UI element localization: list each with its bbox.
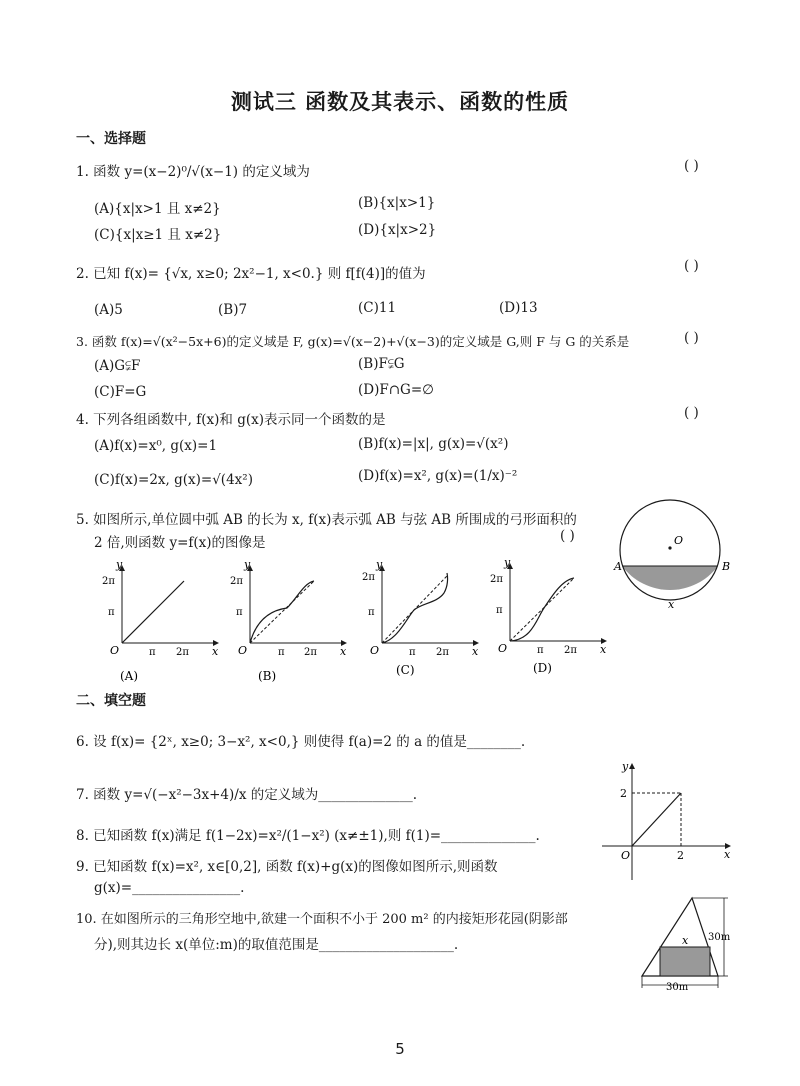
graph-a-label: (A) [120,669,139,683]
q9-y-tick-2: 2 [620,787,627,800]
label-b: B [722,560,731,573]
q2-option-a[interactable]: (A)5 [94,302,123,318]
q5-unit-circle-figure [610,498,750,616]
answer-blank-1[interactable]: ( ) [684,158,699,174]
q1-option-a[interactable]: (A){x|x>1 且 x≠2} [94,201,221,217]
q1-option-b[interactable]: (B){x|x>1} [358,195,436,211]
graph-a-y-label: y [116,558,123,571]
graph-d-x-pi: π [537,645,544,656]
q4-option-a[interactable]: (A)f(x)=x⁰, g(x)=1 [94,438,218,454]
q4-option-d[interactable]: (D)f(x)=x², g(x)=(1/x)⁻² [358,468,518,484]
graph-a-x-label: x [212,645,219,658]
graph-a-pi: π [108,607,115,618]
graph-c-label: (C) [396,663,415,677]
answer-blank-4[interactable]: ( ) [684,405,699,421]
page-title: 测试三 函数及其表示、函数的性质 [230,90,570,114]
q3-option-c[interactable]: (C)F=G [94,384,147,400]
graph-c-y-label: y [376,558,383,571]
graph-a-line [122,581,184,643]
q1-option-c[interactable]: (C){x|x≥1 且 x≠2} [94,227,222,243]
question-7-stem[interactable]: 7. 函数 y=√(−x²−3x+4)/x 的定义域为______________. [76,787,418,803]
graph-c-x-label: x [472,645,479,658]
graph-b-x-2pi: 2π [304,647,317,658]
q9-graph-figure [596,758,746,886]
question-5-line-2: 2 倍,则函数 y=f(x)的图像是 [94,535,266,551]
q5-option-graphs [92,558,632,688]
q4-option-b[interactable]: (B)f(x)=|x|, g(x)=√(x²) [358,436,509,452]
graph-b-label: (B) [258,669,277,683]
graph-b-origin: O [238,644,248,657]
question-6-stem[interactable]: 6. 设 f(x)= {2ˣ, x≥0; 3−x², x<0,} 则使得 f(a)=2 的 a 的值是________. [76,734,526,750]
graph-c-x-2pi: 2π [436,647,449,658]
graph-b-x-label: x [340,645,347,658]
q9-segment [632,793,681,846]
graph-d-x-2pi: 2π [564,645,577,656]
question-3-stem: 3. 函数 f(x)=√(x²−5x+6)的定义域是 F, g(x)=√(x−2)+√(x−3)的定义域是 G,则 F 与 G 的关系是 [76,334,630,349]
graph-a-origin: O [110,644,120,657]
question-1-stem: 1. 函数 y=(x−2)⁰/√(x−1) 的定义域为 [76,164,310,180]
q10-x-label: x [682,934,689,947]
q2-option-d[interactable]: (D)13 [499,300,538,316]
graph-b-y-label: y [244,558,251,571]
label-o: O [674,534,684,547]
q2-option-c[interactable]: (C)11 [358,300,397,316]
question-4-stem: 4. 下列各组函数中, f(x)和 g(x)表示同一个函数的是 [76,412,386,428]
graph-d-y-label: y [504,558,511,569]
graph-c-pi: π [368,607,375,618]
q10-base-label: 30m [666,982,689,993]
q1-option-d[interactable]: (D){x|x>2} [358,222,437,238]
graph-d-origin: O [498,642,508,655]
question-10-line-2[interactable]: 分),则其边长 x(单位:m)的取值范围是____________________. [94,937,459,953]
graph-a-x-pi: π [149,647,156,658]
rectangle-garden [660,947,710,976]
q9-x-tick-2: 2 [677,849,684,862]
graph-a-x-2pi: 2π [176,647,189,658]
q4-option-c[interactable]: (C)f(x)=2x, g(x)=√(4x²) [94,472,253,488]
graph-b-2pi: 2π [230,576,243,587]
graph-a[interactable] [102,558,219,683]
q3-option-d[interactable]: (D)F∩G=∅ [358,382,434,398]
question-2-stem: 2. 已知 f(x)= {√x, x≥0; 2x²−1, x<0.} 则 f[f(4)]的值为 [76,266,426,282]
question-9-line-1: 9. 已知函数 f(x)=x², x∈[0,2], 函数 f(x)+g(x)的图像如图所示,则函数 [76,859,498,875]
graph-c-2pi: 2π [362,572,375,583]
graph-d-x-label: x [600,643,607,656]
question-5-line-1: 5. 如图所示,单位圆中弧 AB 的长为 x, f(x)表示弧 AB 与弦 AB 所围成的弓形面积的 [76,512,577,528]
q9-origin: O [621,849,631,862]
graph-b-pi: π [236,607,243,618]
section-heading-choice: 一、选择题 [76,131,146,147]
center-point [668,546,671,549]
question-10-line-1: 10. 在如图所示的三角形空地中,欲建一个面积不小于 200 m² 的内接矩形花园(阴影部 [76,912,568,927]
question-8-stem[interactable]: 8. 已知函数 f(x)满足 f(1−2x)=x²/(1−x²) (x≠±1),则 f(1)=______________. [76,828,540,844]
graph-d-2pi: 2π [490,574,503,585]
graph-a-2pi: 2π [102,576,115,587]
graph-c-curve [382,573,448,643]
q10-triangle-figure [620,892,750,996]
q10-height-label: 30m [708,932,731,943]
label-a: A [614,560,622,573]
question-9-line-2[interactable]: g(x)=________________. [94,880,245,896]
answer-blank-5[interactable]: ( ) [560,528,575,544]
q9-y-label: y [622,760,629,773]
graph-c-x-pi: π [409,647,416,658]
page-number: 5 [395,1040,405,1058]
graph-d-pi: π [496,605,503,616]
answer-blank-2[interactable]: ( ) [684,258,699,274]
q2-option-b[interactable]: (B)7 [218,302,248,318]
q3-option-b[interactable]: (B)F⫋G [358,356,405,372]
answer-blank-3[interactable]: ( ) [684,330,699,346]
graph-d[interactable] [490,558,607,675]
graph-c[interactable] [362,558,479,677]
graph-b[interactable] [230,558,347,683]
q9-x-label: x [724,848,731,861]
section-heading-fill: 二、填空题 [76,693,146,709]
graph-b-x-pi: π [278,647,285,658]
q3-option-a[interactable]: (A)G⫋F [94,358,141,374]
label-x: x [668,598,675,611]
graph-d-label: (D) [533,661,552,675]
graph-c-origin: O [370,644,380,657]
